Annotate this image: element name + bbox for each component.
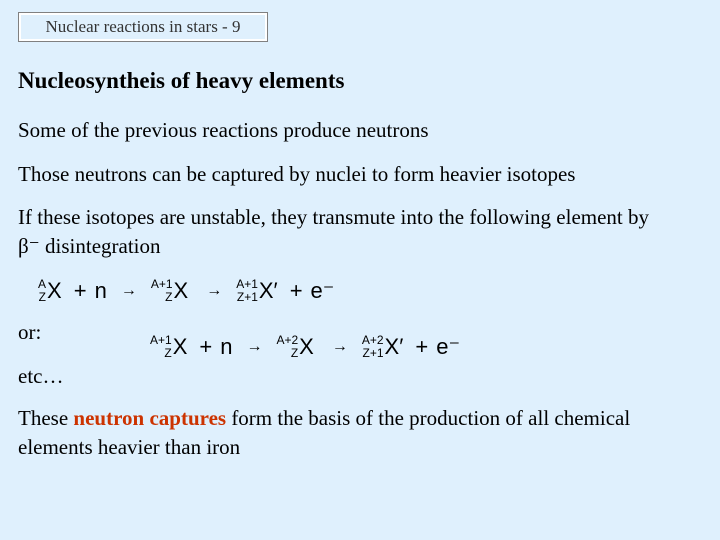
slide-heading: Nucleosyntheis of heavy elements — [18, 68, 345, 93]
nuclide-daughter: A+1 Z+1 X′ — [236, 277, 278, 304]
equation-2 — [150, 330, 460, 364]
or-label: or: — [18, 320, 42, 344]
arrow-icon: → — [331, 338, 348, 355]
paragraph-conclusion — [18, 404, 658, 462]
paragraph-capture: Those neutrons can be captured by nuclei to form heavier isotopes — [18, 162, 576, 186]
etc-label: etc… — [18, 364, 64, 388]
paragraph-beta-decay: If these isotopes are unstable, they transmute into the following element by β⁻ disintegration — [18, 205, 650, 258]
equation-1 — [38, 274, 334, 308]
neutron-symbol: n — [94, 278, 107, 303]
nuclide-isotope: A+1 Z X — [150, 277, 189, 304]
arrow-icon: → — [246, 338, 263, 355]
conclusion-text-start: These — [18, 406, 74, 430]
arrow-icon: → — [120, 282, 137, 299]
neutron-symbol: n — [220, 334, 233, 359]
plus-sign: + — [289, 278, 303, 303]
nuclide-parent: A Z X — [38, 277, 62, 304]
slide-title-box — [18, 12, 268, 42]
electron-symbol: e⁻ — [310, 278, 335, 303]
plus-sign: + — [415, 334, 429, 359]
conclusion-text-end: form the basis of the production of all chemical elements heavier than iron — [18, 406, 631, 459]
paragraph-neutrons: Some of the previous reactions produce neutrons — [18, 118, 429, 142]
neutron-captures-highlight: neutron captures — [73, 406, 227, 430]
slide-title: Nuclear reactions in stars - 9 — [45, 17, 241, 36]
plus-sign: + — [73, 278, 87, 303]
nuclide-daughter: A+2 Z+1 X′ — [361, 333, 404, 360]
arrow-icon: → — [206, 282, 223, 299]
nuclide-parent: A+1 Z X — [150, 333, 188, 360]
nuclide-isotope: A+2 Z X — [276, 333, 314, 360]
plus-sign: + — [199, 334, 213, 359]
electron-symbol: e⁻ — [436, 334, 461, 359]
